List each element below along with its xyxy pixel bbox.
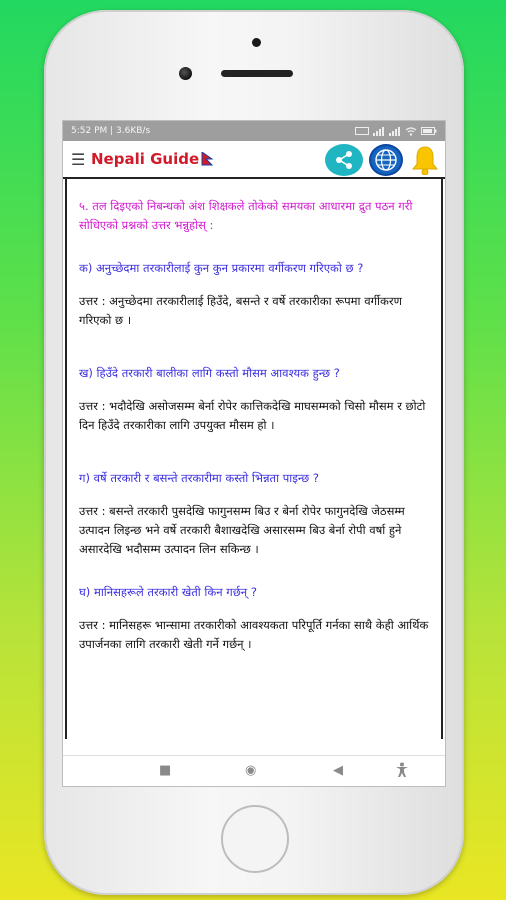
- share-icon: [334, 150, 354, 170]
- volte-icon: [355, 127, 369, 135]
- home-button[interactable]: [221, 805, 289, 873]
- question-2: ख) हिउँदे तरकारी बालीका लागि कस्तो मौसम आवश्यक हुन्छ ?: [79, 366, 340, 380]
- answer-3: उत्तर : बसन्ते तरकारी पुसदेखि फागुनसम्म बिउ र बेर्ना रोपेर फागुनदेखि जेठसम्म उत्पादन लिइन्छ भने वर्षे तरकारी बैशाखदेखि असारसम्म बिउ बेर्ना रोपी वर्षा हुने असारदेखि भदौसम्म उत्पादन लिन सकिन्छ ।: [79, 504, 405, 556]
- app-bar: [63, 141, 445, 179]
- navigation-bar: [63, 755, 445, 786]
- share-button[interactable]: [325, 144, 363, 176]
- earpiece-speaker: [221, 70, 293, 77]
- front-camera: [179, 67, 192, 80]
- menu-icon[interactable]: ☰: [71, 149, 86, 169]
- signal-icon: [389, 127, 401, 136]
- phone-screen: [62, 120, 446, 787]
- question-4: घ) मानिसहरूले तरकारी खेती किन गर्छन् ?: [79, 585, 257, 599]
- signal-icon: [373, 127, 385, 136]
- answer-2: उत्तर : भदौदेखि असोजसम्म बेर्ना रोपेर कात्तिकदेखि माघसम्मको चिसो मौसम र छोटो दिन हिउँदे तरकारीका लागि उपयुक्त मौसम हो ।: [79, 399, 426, 432]
- accessibility-icon[interactable]: [395, 762, 409, 778]
- nepal-flag-icon: [201, 152, 213, 166]
- app-title: Nepali Guide: [91, 150, 200, 168]
- proximity-sensor: [252, 38, 261, 47]
- battery-icon: [421, 127, 437, 135]
- status-bar: [63, 121, 445, 141]
- status-time: 5:52 PM | 3.6KB/s: [71, 126, 151, 136]
- answer-1: उत्तर : अनुच्छेदमा तरकारीलाई हिउँदे, बसन्ते र वर्षे तरकारीका रूपमा वर्गीकरण गरिएको छ ।: [79, 294, 402, 327]
- globe-button[interactable]: [369, 144, 403, 176]
- intro-instruction: ५. तल दिइएको निबन्धको अंश शिक्षकले तोकेको समयका आधारमा द्रुत पठन गरी सोधिएको प्रश्नको उत्तर भन्नुहोस् :: [79, 199, 413, 232]
- question-1: क) अनुच्छेदमा तरकारीलाई कुन कुन प्रकारमा वर्गीकरण गरिएको छ ?: [79, 261, 364, 275]
- recents-icon[interactable]: ■: [159, 763, 172, 778]
- answer-4: उत्तर : मानिसहरू भान्सामा तरकारीको आवश्यकता परिपूर्ति गर्नका साथै केही आर्थिक उपार्जनका लागि तरकारी खेती गर्ने गर्छन् ।: [79, 618, 429, 651]
- wifi-icon: [405, 127, 417, 136]
- globe-icon: [374, 148, 398, 172]
- notification-button[interactable]: [409, 144, 441, 176]
- qa-content: [65, 179, 443, 739]
- home-icon[interactable]: ◉: [245, 763, 257, 778]
- status-icons: [355, 127, 437, 136]
- back-icon[interactable]: ◀: [333, 763, 343, 778]
- bell-icon: [411, 145, 439, 175]
- question-3: ग) वर्षे तरकारी र बसन्ते तरकारीमा कस्तो भिन्नता पाइन्छ ?: [79, 471, 319, 485]
